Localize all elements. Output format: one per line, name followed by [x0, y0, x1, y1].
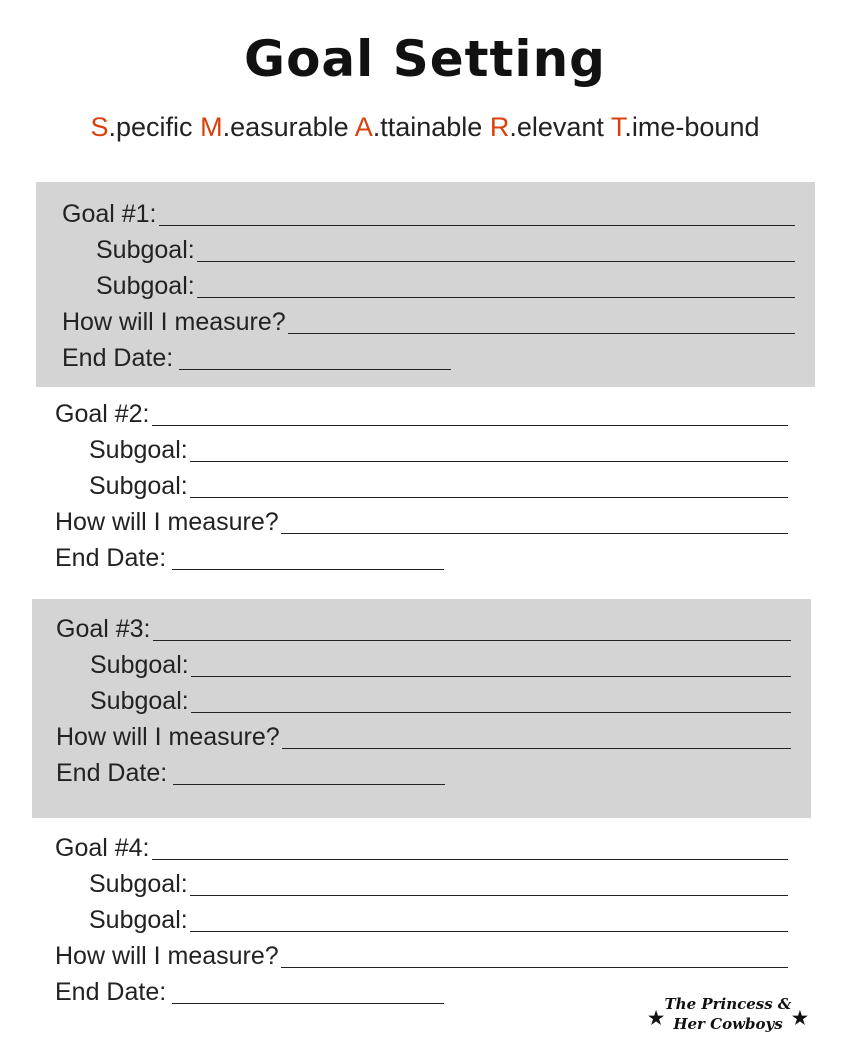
subgoal-label: Subgoal: — [89, 472, 188, 500]
logo-line-1: The Princess & — [664, 995, 792, 1013]
subgoal-line — [62, 232, 795, 268]
measure-label: How will I measure? — [56, 723, 280, 751]
subgoal-input-line[interactable] — [190, 473, 788, 498]
measure-label: How will I measure? — [55, 942, 279, 970]
goal-input-line[interactable] — [153, 616, 791, 641]
goal-line — [55, 830, 788, 866]
subgoal-label: Subgoal: — [89, 436, 188, 464]
smart-item-time-bound: T.ime-bound — [610, 112, 760, 142]
measure-line — [56, 719, 791, 755]
subgoal-line — [55, 432, 788, 468]
subgoal-label: Subgoal: — [89, 870, 188, 898]
end-date-input-line[interactable] — [172, 545, 444, 570]
subgoal-input-line[interactable] — [197, 273, 795, 298]
measure-input-line[interactable] — [282, 724, 791, 749]
subgoal-line — [55, 866, 788, 902]
smart-item-relevant: R.elevant — [489, 112, 604, 142]
page-title: Goal Setting — [244, 30, 606, 88]
subgoal-input-line[interactable] — [197, 237, 795, 262]
subgoal-input-line[interactable] — [191, 688, 791, 713]
brand-logo — [646, 994, 810, 1044]
end-date-label: End Date: — [56, 759, 168, 787]
goal-block-3 — [32, 599, 811, 818]
measure-input-line[interactable] — [281, 509, 788, 534]
goal-block-4 — [29, 830, 810, 1020]
subgoal-label: Subgoal: — [96, 272, 195, 300]
measure-line — [62, 304, 795, 340]
measure-label: How will I measure? — [62, 308, 286, 336]
goal-label: Goal #4: — [55, 834, 150, 862]
goal-label: Goal #2: — [55, 400, 150, 428]
smart-item-attainable: A.ttainable — [354, 112, 483, 142]
subgoal-line — [62, 268, 795, 304]
smart-acronym — [0, 112, 850, 143]
goal-label: Goal #3: — [56, 615, 151, 643]
subgoal-label: Subgoal: — [90, 687, 189, 715]
subgoal-label: Subgoal: — [89, 906, 188, 934]
measure-line — [55, 504, 788, 540]
subgoal-line — [55, 902, 788, 938]
star-icon: ★ — [648, 1008, 665, 1029]
goal-input-line[interactable] — [152, 401, 788, 426]
subgoal-input-line[interactable] — [191, 652, 791, 677]
subgoal-label: Subgoal: — [96, 236, 195, 264]
end-date-input-line[interactable] — [179, 345, 451, 370]
measure-input-line[interactable] — [288, 309, 795, 334]
subgoal-line — [55, 468, 788, 504]
goal-input-line[interactable] — [159, 201, 795, 226]
end-date-label: End Date: — [55, 978, 167, 1006]
goal-block-2 — [29, 396, 808, 586]
goal-line — [56, 611, 791, 647]
goal-input-line[interactable] — [152, 835, 788, 860]
subgoal-input-line[interactable] — [190, 437, 788, 462]
smart-item-specific: S.pecific — [90, 112, 193, 142]
end-date-input-line[interactable] — [172, 979, 444, 1004]
measure-label: How will I measure? — [55, 508, 279, 536]
goal-block-1 — [36, 182, 815, 387]
goal-line — [62, 196, 795, 232]
logo-line-2: Her Cowboys — [673, 1015, 783, 1033]
end-date-line — [56, 755, 791, 791]
subgoal-input-line[interactable] — [190, 907, 788, 932]
subgoal-input-line[interactable] — [190, 871, 788, 896]
smart-item-measurable: M.easurable — [200, 112, 349, 142]
end-date-label: End Date: — [55, 544, 167, 572]
goal-line — [55, 396, 788, 432]
measure-input-line[interactable] — [281, 943, 788, 968]
end-date-line — [62, 340, 795, 376]
end-date-label: End Date: — [62, 344, 174, 372]
end-date-input-line[interactable] — [173, 760, 445, 785]
end-date-line — [55, 540, 788, 576]
star-icon: ★ — [791, 1008, 808, 1029]
measure-line — [55, 938, 788, 974]
subgoal-label: Subgoal: — [90, 651, 189, 679]
subgoal-line — [56, 683, 791, 719]
subgoal-line — [56, 647, 791, 683]
goal-label: Goal #1: — [62, 200, 157, 228]
